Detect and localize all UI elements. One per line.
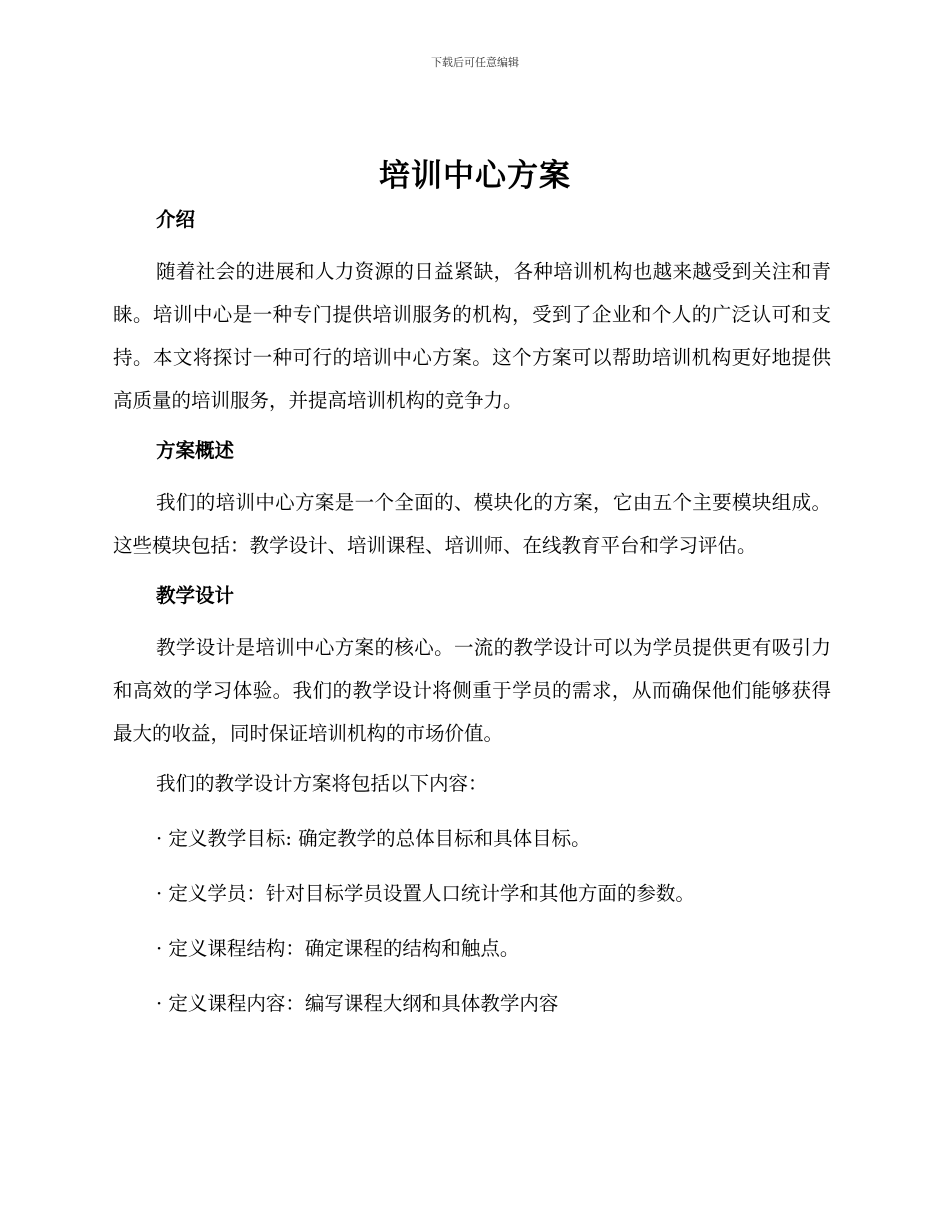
intro-paragraph: 随着社会的进展和人力资源的日益紧缺，各种培训机构也越来越受到关注和青睐。培训中心是一种专门提供培训服务的机构，受到了企业和个人的广泛认可和支持。本文将探讨一种可行的培训中心方案。这个方案可以帮助培训机构更好地提供高质量的培训服务，并提高培训机构的竞争力。 (113, 260, 831, 412)
document-body (113, 198, 831, 1037)
bullet-item: · 定义教学目标: 确定教学的总体目标和具体目标。 (156, 827, 591, 850)
document-title: 培训中心方案 (379, 158, 571, 194)
overview-paragraph: 我们的培训中心方案是一个全面的、模块化的方案，它由五个主要模块组成。这些模块包括：教学设计、培训课程、培训师、在线教育平台和学习评估。 (113, 491, 831, 557)
section-heading-overview: 方案概述 (156, 439, 235, 462)
bullet-item: · 定义课程内容：编写课程大纲和具体教学内容 (156, 992, 559, 1015)
section-heading-intro: 介绍 (156, 208, 196, 231)
instructional-design-paragraph: 教学设计是培训中心方案的核心。一流的教学设计可以为学员提供更有吸引力和高效的学习体验。我们的教学设计将侧重于学员的需求，从而确保他们能够获得最大的收益，同时保证培训机构的市场价值。 (113, 636, 831, 745)
header-note: 下载后可任意编辑 (431, 56, 519, 69)
section-heading-instructional-design: 教学设计 (156, 584, 235, 607)
bullet-item: · 定义学员：针对目标学员设置人口统计学和其他方面的参数。 (156, 882, 695, 905)
bullet-item: · 定义课程结构：确定课程的结构和触点。 (156, 937, 520, 960)
instructional-design-intro-line: 我们的教学设计方案将包括以下内容： (156, 772, 488, 795)
